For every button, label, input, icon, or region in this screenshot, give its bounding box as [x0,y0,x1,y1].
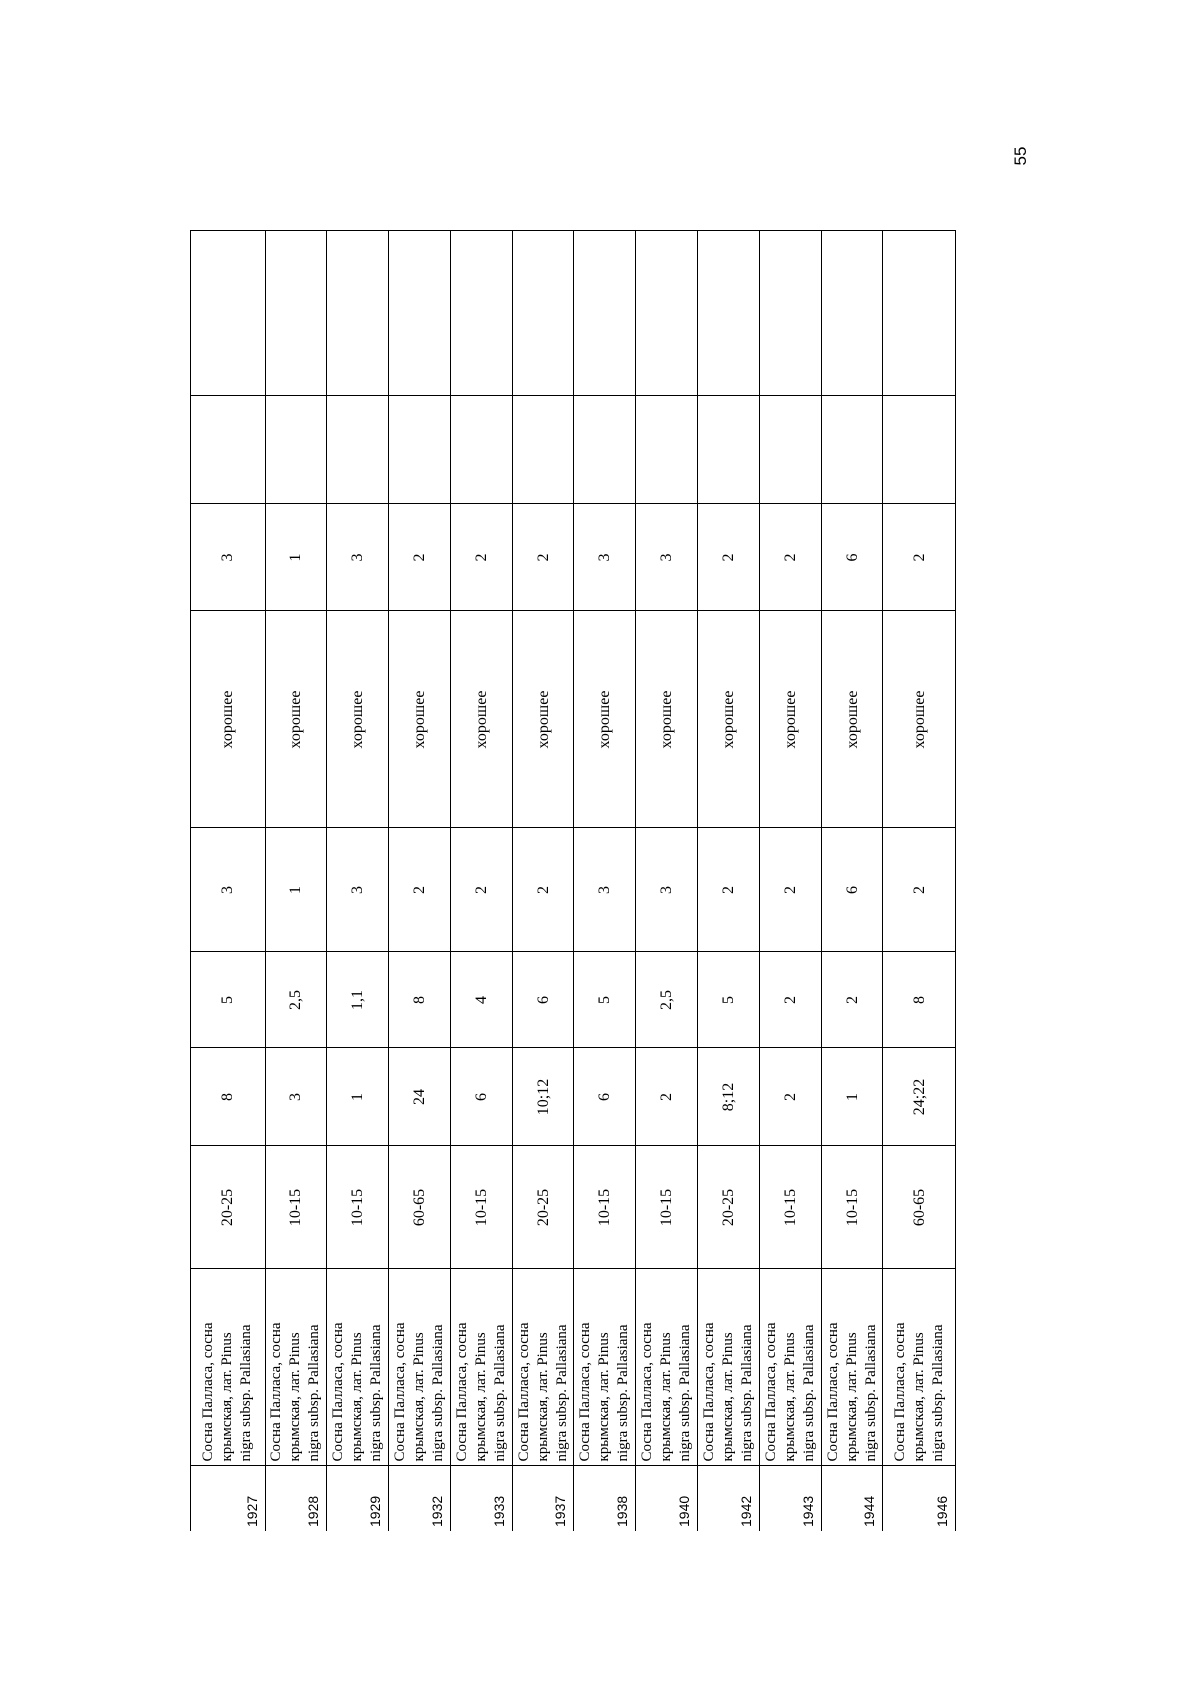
species-cell [574,1269,636,1466]
height-cell: 2 [636,1048,698,1146]
count-cell: 2 [389,828,451,952]
species-line: nigra subsp. Pallasiana [491,1324,508,1462]
quantity-cell: 1 [265,504,327,611]
quantity-cell: 2 [389,504,451,611]
age-cell: 10-15 [821,1146,883,1269]
count-cell: 2 [759,828,821,952]
year-cell: 1928 [265,1466,327,1531]
note-cell [698,231,760,396]
note-cell [191,231,266,396]
note-cell [636,231,698,396]
species-line: Сосна Палласа, сосна [700,1322,717,1462]
extra-cell [265,396,327,504]
extra-cell [574,396,636,504]
species-line: nigra subsp. Pallasiana [738,1324,755,1462]
age-cell: 20-25 [698,1146,760,1269]
table-row [327,231,389,1531]
table-row [821,231,883,1531]
diameter-cell: 5 [191,952,266,1048]
species-line: Сосна Палласа, сосна [200,1322,217,1462]
note-cell [821,231,883,396]
note-cell [574,231,636,396]
species-cell [512,1269,574,1466]
height-cell: 10;12 [512,1048,574,1146]
note-cell [883,231,956,396]
note-cell [759,231,821,396]
species-line: крымская, лат. Pinus [910,1332,927,1462]
condition-cell: хорошее [450,611,512,828]
quantity-cell: 2 [698,504,760,611]
quantity-cell: 3 [327,504,389,611]
count-cell: 3 [574,828,636,952]
extra-cell [636,396,698,504]
condition-cell: хорошее [327,611,389,828]
table-body [191,231,956,1531]
age-cell: 20-25 [191,1146,266,1269]
height-cell: 1 [327,1048,389,1146]
species-line: крымская, лат. Pinus [843,1332,860,1462]
diameter-cell: 2,5 [265,952,327,1048]
note-cell [389,231,451,396]
count-cell: 2 [698,828,760,952]
extra-cell [883,396,956,504]
species-line: Сосна Палласа, сосна [330,1322,347,1462]
year-cell: 1946 [883,1466,956,1531]
year-cell: 1927 [191,1466,266,1531]
year-cell: 1944 [821,1466,883,1531]
diameter-cell: 2 [821,952,883,1048]
condition-cell: хорошее [636,611,698,828]
count-cell: 6 [821,828,883,952]
species-line: Сосна Палласа, сосна [762,1322,779,1462]
species-cell [759,1269,821,1466]
count-cell: 3 [636,828,698,952]
height-cell: 3 [265,1048,327,1146]
species-line: nigra subsp. Pallasiana [368,1324,385,1462]
species-line: крымская, лат. Pinus [472,1332,489,1462]
species-line: крымская, лат. Pinus [596,1332,613,1462]
species-line: nigra subsp. Pallasiana [929,1324,946,1462]
species-line: крымская, лат. Pinus [219,1332,236,1462]
age-cell: 10-15 [450,1146,512,1269]
table-row [698,231,760,1531]
condition-cell: хорошее [191,611,266,828]
tree-inventory-table [190,231,956,1532]
table-row [759,231,821,1531]
table-row [883,231,956,1531]
species-cell [636,1269,698,1466]
species-line: крымская, лат. Pinus [411,1332,428,1462]
age-cell: 10-15 [265,1146,327,1269]
species-line: nigra subsp. Pallasiana [238,1324,255,1462]
table-row [191,231,266,1531]
species-line: nigra subsp. Pallasiana [677,1324,694,1462]
species-line: Сосна Палласа, сосна [824,1322,841,1462]
diameter-cell: 4 [450,952,512,1048]
page-number: 55 [1011,146,1030,166]
diameter-cell: 5 [574,952,636,1048]
quantity-cell: 3 [636,504,698,611]
extra-cell [389,396,451,504]
condition-cell: хорошее [512,611,574,828]
quantity-cell: 6 [821,504,883,611]
species-line: nigra subsp. Pallasiana [615,1324,632,1462]
species-line: Сосна Палласа, сосна [392,1322,409,1462]
species-line: крымская, лат. Pinus [349,1332,366,1462]
age-cell: 10-15 [759,1146,821,1269]
species-line: Сосна Палласа, сосна [577,1322,594,1462]
height-cell: 2 [759,1048,821,1146]
extra-cell [821,396,883,504]
species-cell [327,1269,389,1466]
table-row [574,231,636,1531]
count-cell: 1 [265,828,327,952]
species-line: Сосна Палласа, сосна [639,1322,656,1462]
note-cell [265,231,327,396]
height-cell: 24;22 [883,1048,956,1146]
height-cell: 6 [450,1048,512,1146]
condition-cell: хорошее [698,611,760,828]
count-cell: 2 [450,828,512,952]
species-line: nigra subsp. Pallasiana [306,1324,323,1462]
species-cell [389,1269,451,1466]
note-cell [327,231,389,396]
quantity-cell: 3 [574,504,636,611]
species-line: Сосна Палласа, сосна [891,1322,908,1462]
species-line: Сосна Палласа, сосна [268,1322,285,1462]
species-line: Сосна Палласа, сосна [453,1322,470,1462]
diameter-cell: 2,5 [636,952,698,1048]
quantity-cell: 2 [883,504,956,611]
height-cell: 8;12 [698,1048,760,1146]
species-line: nigra subsp. Pallasiana [430,1324,447,1462]
extra-cell [327,396,389,504]
extra-cell [450,396,512,504]
species-line: крымская, лат. Pinus [534,1332,551,1462]
year-cell: 1932 [389,1466,451,1531]
age-cell: 10-15 [574,1146,636,1269]
year-cell: 1943 [759,1466,821,1531]
table-row [636,231,698,1531]
extra-cell [698,396,760,504]
rotated-table-wrapper [190,231,956,1531]
quantity-cell: 3 [191,504,266,611]
species-line: крымская, лат. Pinus [658,1332,675,1462]
count-cell: 2 [883,828,956,952]
diameter-cell: 1,1 [327,952,389,1048]
condition-cell: хорошее [821,611,883,828]
age-cell: 60-65 [389,1146,451,1269]
species-cell [698,1269,760,1466]
species-cell [883,1269,956,1466]
count-cell: 2 [512,828,574,952]
year-cell: 1938 [574,1466,636,1531]
species-line: nigra subsp. Pallasiana [800,1324,817,1462]
count-cell: 3 [327,828,389,952]
year-cell: 1933 [450,1466,512,1531]
species-cell [265,1269,327,1466]
height-cell: 8 [191,1048,266,1146]
condition-cell: хорошее [759,611,821,828]
extra-cell [191,396,266,504]
table-row [265,231,327,1531]
quantity-cell: 2 [512,504,574,611]
year-cell: 1929 [327,1466,389,1531]
table-row [450,231,512,1531]
diameter-cell: 2 [759,952,821,1048]
diameter-cell: 8 [883,952,956,1048]
quantity-cell: 2 [759,504,821,611]
species-line: nigra subsp. Pallasiana [553,1324,570,1462]
species-cell [821,1269,883,1466]
note-cell [512,231,574,396]
species-line: крымская, лат. Pinus [781,1332,798,1462]
species-line: крымская, лат. Pinus [287,1332,304,1462]
condition-cell: хорошее [883,611,956,828]
diameter-cell: 5 [698,952,760,1048]
extra-cell [512,396,574,504]
diameter-cell: 6 [512,952,574,1048]
diameter-cell: 8 [389,952,451,1048]
species-cell [191,1269,266,1466]
note-cell [450,231,512,396]
species-line: крымская, лат. Pinus [719,1332,736,1462]
year-cell: 1942 [698,1466,760,1531]
quantity-cell: 2 [450,504,512,611]
age-cell: 20-25 [512,1146,574,1269]
year-cell: 1937 [512,1466,574,1531]
condition-cell: хорошее [574,611,636,828]
age-cell: 60-65 [883,1146,956,1269]
count-cell: 3 [191,828,266,952]
height-cell: 24 [389,1048,451,1146]
condition-cell: хорошее [265,611,327,828]
condition-cell: хорошее [389,611,451,828]
table-row [512,231,574,1531]
species-line: Сосна Палласа, сосна [515,1322,532,1462]
extra-cell [759,396,821,504]
height-cell: 1 [821,1048,883,1146]
height-cell: 6 [574,1048,636,1146]
species-line: nigra subsp. Pallasiana [862,1324,879,1462]
age-cell: 10-15 [636,1146,698,1269]
table-row [389,231,451,1531]
year-cell: 1940 [636,1466,698,1531]
age-cell: 10-15 [327,1146,389,1269]
species-cell [450,1269,512,1466]
